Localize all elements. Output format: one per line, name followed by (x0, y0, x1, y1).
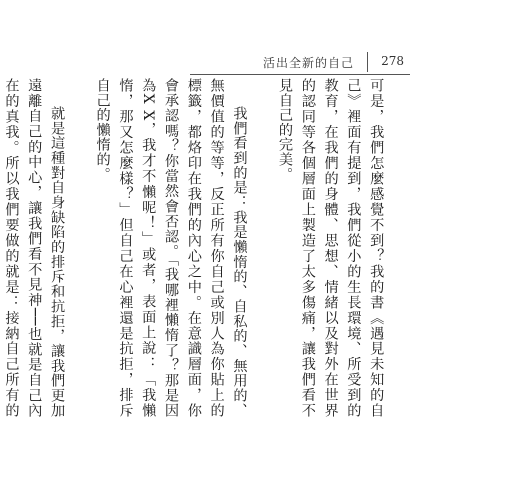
paragraph: 我們看到的是：我是懶惰的、自私的、無用的、無價值的等等，反正所有你自己或別人為你貼上的標籤，都烙印在我們的內心之中。在意識層面，你會承認嗎？你當然會否認。「我哪裡懶惰了？那是因為X X，我才不懶呢！」或者，表面上說：「我懶惰，那又怎麼樣？」但自己在心裡還是抗拒，排斥自己的懶惰的。 (94, 78, 248, 418)
header-divider (367, 52, 368, 72)
chapter-title: 活出全新的自己 (262, 56, 354, 70)
body-text (3, 78, 410, 418)
running-header (190, 52, 410, 75)
paragraph: 就是這種對自身缺陷的排斥和抗拒，讓我們更加遠離自己的中心，讓我們看不見神──也就是自己內在的真我。所以我們要做的就是：接納自己所有的 (3, 78, 66, 418)
page-number: 278 (381, 54, 404, 68)
paragraph: 可是，我們怎麼感覺不到？我的書《遇見未知的自己》裡面有提到，我們從小的生長環境、所受到的教育，在我們的身體、思想、情緒以及對外在世界的認同等各個層面上製造了太多傷痛，讓我們看不見自己的完美。 (277, 78, 385, 418)
